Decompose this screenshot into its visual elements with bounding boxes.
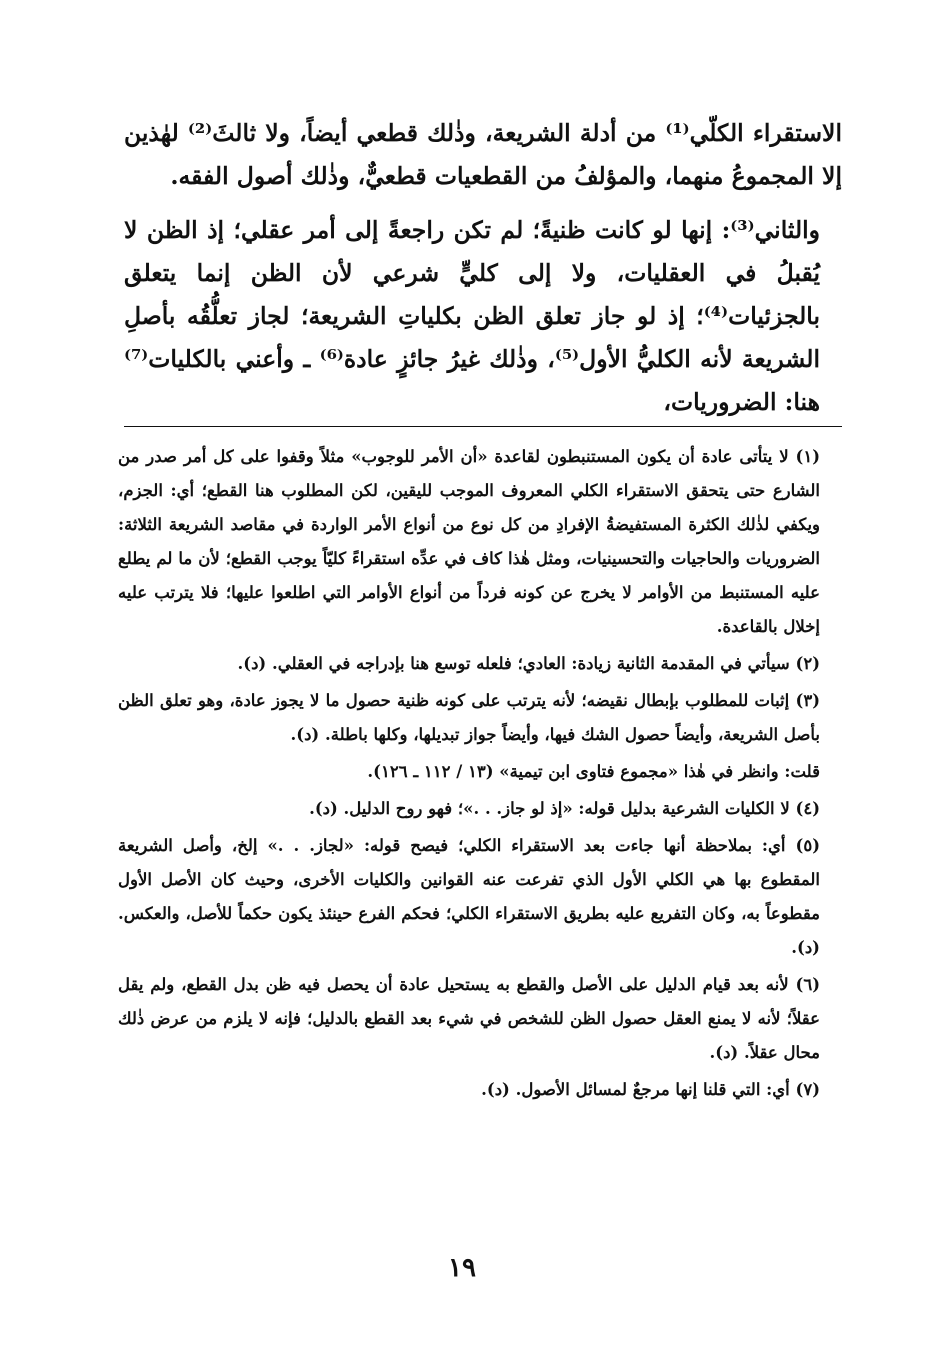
footnote-3-editor-note: قلت: وانظر في هٰذا «مجموع فتاوى ابن تيمية» (١٣ / ١١٢ ـ ١٢٦). bbox=[367, 762, 820, 781]
main-paragraph-1: الاستقراء الكلّي⁽¹⁾ من أدلة الشريعة، وذٰلك قطعي أيضاً، ولا ثالثَ⁽²⁾ لهٰذين إلا المجموعُ منهما، والمؤلفُ من القطعيات قطعيٌّ، وذٰلك أصول الفقه. bbox=[124, 119, 842, 190]
footnotes bbox=[118, 440, 842, 1107]
page-number: ١٩ bbox=[448, 1253, 476, 1283]
footnote-2: (٢) سيأتي في المقدمة الثانية زيادة: العادي؛ فلعله توسع هنا بإدراجه في العقلي. (د). bbox=[237, 654, 820, 673]
footnote-separator bbox=[124, 426, 842, 427]
footnote-6: (٦) لأنه بعد قيام الدليل على الأصل والقطع به يستحيل عادة أن يحصل فيه ظن بدل القطع، ولم يقل عقلاً؛ لأنه لا يمنع العقل حصول الظن للشخص في شيء بعد القطع بالدليل؛ فإنه لا يلزم من عرض ذٰلك محال عقلاً. (د). bbox=[118, 975, 820, 1062]
footnote-5: (٥) أي: بملاحظة أنها جاءت بعد الاستقراء الكلي؛ فيصح قوله: «لجاز. . .» إلخ، وأصل الشريعة المقطوع بها هي الكلي الأول الذي تفرعت عنه القوانين والكليات الأخرى، وحيث كان الأصل الأول مقطوعاً به، وكان التفريع عليه بطريق الاستقراء الكلي؛ فحكم الفرع حينئذ يكون حكماً للأصل، والعكس. (د). bbox=[118, 836, 820, 957]
footnote-3: (٣) إثبات للمطلوب بإبطال نقيضه؛ لأنه يترتب على كونه ظنية حصول ما لا يجوز عادة، وهو تعلق الظن بأصل الشريعة، وأيضاً حصول الشك فيها، وأيضاً جواز تبديلها، وكلها باطلة. (د). bbox=[118, 691, 820, 744]
footnote-7: (٧) أي: التي قلنا إنها مرجعٌ لمسائل الأصول. (د). bbox=[481, 1080, 820, 1099]
main-paragraph-2: والثاني⁽³⁾: إنها لو كانت ظنيةً؛ لم تكن راجعةً إلى أمر عقلي؛ إذ الظن لا يُقبلُ في العقليات، ولا إلى كليٍّ شرعي لأن الظن إنما يتعلق بالجزئيات⁽⁴⁾؛ إذ لو جاز تعلق الظن بكلياتِ الشريعة؛ لجاز تعلُّقُه بأصلِ الشريعة لأنه الكليُّ الأول⁽⁵⁾، وذٰلك غيرُ جائزٍ عادة⁽⁶⁾ ـ وأعني بالكليات⁽⁷⁾ هنا: الضروريات، bbox=[124, 216, 820, 416]
footnote-1: (١) لا يتأتى عادة أن يكون المستنبطون لقاعدة «أن الأمر للوجوب» مثلاً وقفوا على كل أمر صدر من الشارع حتى يتحقق الاستقراء الكلي المعروف الموجب لليقين، لكن المطلوب هنا القطع؛ أي: الجزم، ويكفي لذٰلك الكثرة المستفيضةُ الإفرادِ من كل نوع من أنواع الأمر الواردة في مقاصد الشريعة الثلاثة: الضروريات والحاجيات والتحسينيات، ومثل هٰذا كاف في عدِّه استقراءً كليّاً يوجب القطع؛ لأن ما لم يطلع عليه المستنبط من الأوامر لا يخرج عن كونه فرداً من أنواع الأوامر التي اطلعوا عليها؛ فلا يترتب عليه إخلال بالقاعدة. bbox=[118, 447, 820, 636]
main-text bbox=[124, 112, 842, 424]
footnote-4: (٤) لا الكليات الشرعية بدليل قوله: «إذ لو جاز. . .»؛ فهو روح الدليل. (د). bbox=[309, 799, 820, 818]
